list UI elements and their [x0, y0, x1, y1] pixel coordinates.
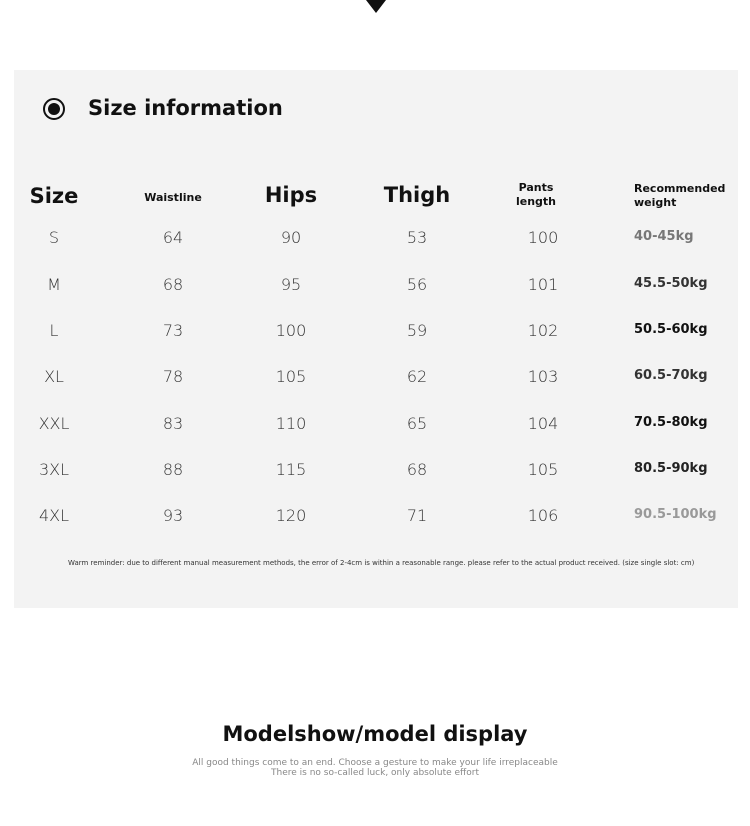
cell-recommended-weight: 90.5-100kg [634, 507, 717, 522]
header-recommended-weight: Recommended weight [634, 182, 726, 209]
header-waistline: Waistline [144, 191, 202, 204]
section-title: Size information [88, 96, 283, 120]
cell-waistline: 64 [162, 228, 184, 247]
cell-size: XL [44, 367, 64, 386]
cell-waistline: 68 [162, 275, 184, 294]
down-arrow-icon [366, 0, 386, 13]
cell-thigh: 53 [406, 228, 428, 247]
cell-waistline: 73 [162, 321, 184, 340]
cell-pants-length: 103 [527, 367, 559, 386]
cell-waistline: 78 [162, 367, 184, 386]
cell-size: 3XL [38, 460, 70, 479]
model-subtitle-line1: All good things come to an end. Choose a gesture to make your life irreplaceable [192, 758, 558, 768]
cell-pants-length: 100 [527, 228, 559, 247]
cell-size: XXL [38, 414, 70, 433]
cell-pants-length: 102 [527, 321, 559, 340]
model-subtitle-line2: There is no so-called luck, only absolute effort [271, 768, 479, 778]
cell-recommended-weight: 80.5-90kg [634, 461, 708, 476]
cell-thigh: 59 [406, 321, 428, 340]
cell-thigh: 68 [406, 460, 428, 479]
cell-hips: 95 [280, 275, 302, 294]
cell-size: L [49, 321, 59, 340]
cell-size: 4XL [38, 506, 70, 525]
cell-size: M [47, 275, 61, 294]
cell-waistline: 83 [162, 414, 184, 433]
cell-hips: 110 [275, 414, 307, 433]
cell-hips: 90 [280, 228, 302, 247]
cell-pants-length: 105 [527, 460, 559, 479]
cell-hips: 115 [275, 460, 307, 479]
cell-thigh: 62 [406, 367, 428, 386]
header-thigh: Thigh [383, 183, 451, 207]
cell-size: S [48, 228, 60, 247]
cell-waistline: 88 [162, 460, 184, 479]
cell-recommended-weight: 50.5-60kg [634, 322, 708, 337]
warm-reminder-note: Warm reminder: due to different manual measurement methods, the error of 2-4cm is within a reasonable range. please refer to the actual product received. (size single slot: cm) [68, 559, 695, 567]
cell-hips: 120 [275, 506, 307, 525]
cell-thigh: 71 [406, 506, 428, 525]
cell-waistline: 93 [162, 506, 184, 525]
header-hips: Hips [264, 183, 318, 207]
cell-recommended-weight: 45.5-50kg [634, 276, 708, 291]
cell-pants-length: 104 [527, 414, 559, 433]
cell-recommended-weight: 60.5-70kg [634, 368, 708, 383]
model-display-title: Modelshow/model display [222, 722, 528, 746]
cell-pants-length: 101 [527, 275, 559, 294]
cell-recommended-weight: 70.5-80kg [634, 415, 708, 430]
cell-hips: 105 [275, 367, 307, 386]
header-size: Size [29, 184, 79, 208]
header-pants-length: Pants length [515, 181, 557, 208]
cell-recommended-weight: 40-45kg [634, 229, 694, 244]
radio-bullet-icon [43, 98, 65, 120]
cell-hips: 100 [275, 321, 307, 340]
cell-thigh: 56 [406, 275, 428, 294]
cell-pants-length: 106 [527, 506, 559, 525]
cell-thigh: 65 [406, 414, 428, 433]
